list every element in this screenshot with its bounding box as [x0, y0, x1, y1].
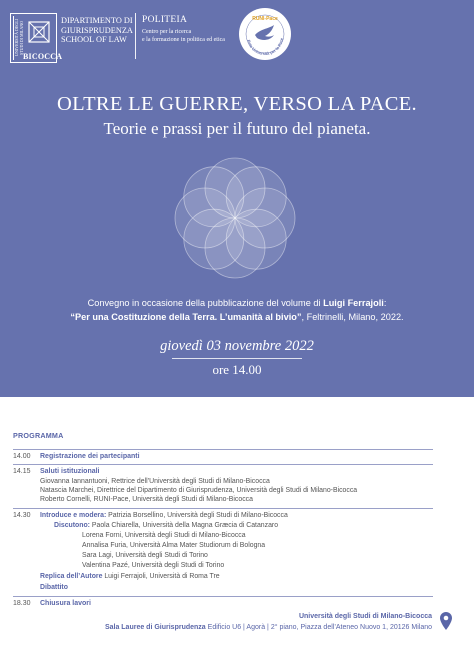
- discussant-line: Discutono: Paola Chiarella, Università della Magna Græcia di Catanzaro: [54, 522, 279, 529]
- speaker-line: Giovanna Iannantuoni, Rettrice dell’Università degli Studi di Milano-Bicocca: [40, 478, 270, 485]
- event-subtitle: Teorie e prassi per il futuro del pianeta.: [103, 119, 371, 138]
- event-time: ore 14.00: [212, 362, 262, 377]
- speaker-line: Natascia Marchei, Direttrice del Dipartimento di Giurisprudenza, Università degli Studi di Milano-Bicocca: [40, 487, 358, 494]
- program-divider: [13, 596, 433, 597]
- time-slot: 14.15: [13, 468, 31, 475]
- discussant-line: Sara Lagi, Università degli Studi di Torino: [82, 552, 208, 559]
- program-divider: [13, 508, 433, 509]
- speaker-line: Roberto Cornelli, RUNI-Pace, Università degli Studi di Milano-Bicocca: [40, 496, 253, 503]
- discussant-line: Lorena Forni, Università degli Studi di Milano-Bicocca: [82, 532, 246, 539]
- program-divider: [13, 449, 433, 450]
- session-title: Chiusura lavori: [40, 600, 91, 607]
- event-date: giovedì 03 novembre 2022: [160, 338, 314, 354]
- book-line: “Per una Costituzione della Terra. L’umanità al bivio”, Feltrinelli, Milano, 2022.: [70, 312, 404, 322]
- program-divider: [13, 464, 433, 465]
- footer-address: Sala Lauree di Giurisprudenza Edificio U6 | Agorà | 2° piano, Piazza dell’Ateneo Nuovo 1, 20126 Milano: [104, 624, 432, 631]
- politeia-subtitle: Centro per la ricerca e la formazione in politica ed etica: [142, 29, 225, 43]
- dept-name: DIPARTIMENTO DI GIURISPRUDENZA SCHOOL OF LAW: [61, 16, 133, 44]
- univ-bicocca-text: BICOCCA: [23, 52, 63, 61]
- bicocca-emblem-icon: [27, 20, 51, 44]
- time-slot: 14.30: [13, 512, 31, 519]
- discussant-line: Annalisa Furia, Università Alma Mater Studiorum di Bologna: [82, 542, 266, 549]
- time-slot: 18.30: [13, 600, 31, 607]
- bicocca-logo: [10, 13, 63, 63]
- runi-name: RUNI-Pace: [252, 16, 278, 22]
- politeia-title: POLITEIA: [142, 15, 188, 25]
- dibattito-label: Dibattito: [40, 584, 68, 591]
- convegno-line: Convegno in occasione della pubblicazione del volume di Luigi Ferrajoli:: [87, 298, 387, 308]
- session-title: Saluti istituzionali: [40, 468, 100, 475]
- session-title: Registrazione dei partecipanti: [40, 453, 140, 460]
- discussant-line: Valentina Pazé, Università degli Studi di Torino: [82, 562, 225, 569]
- univ-vertical-text: UNIVERSITÀ DEGLI STUDI DI MILANO: [13, 16, 23, 60]
- runi-ring-text: Rete Università per la Pace: [246, 37, 284, 57]
- location-pin-icon: [440, 612, 452, 630]
- runi-pace-logo: [238, 7, 292, 61]
- date-divider: [172, 358, 302, 359]
- replica-line: Replica dell’Autore Luigi Ferrajoli, Università di Roma Tre: [40, 573, 220, 580]
- moderator-line: Introduce e modera: Patrizia Borsellino, Università degli Studi di Milano-Bicocca: [40, 512, 288, 519]
- event-title: OLTRE LE GUERRE, VERSO LA PACE.: [57, 93, 417, 115]
- header-divider: [135, 13, 136, 59]
- flower-of-life-icon: [160, 143, 310, 293]
- time-slot: 14.00: [13, 453, 31, 460]
- footer-university: Università degli Studi di Milano-Bicocca: [298, 613, 432, 620]
- program-heading: PROGRAMMA: [13, 431, 64, 440]
